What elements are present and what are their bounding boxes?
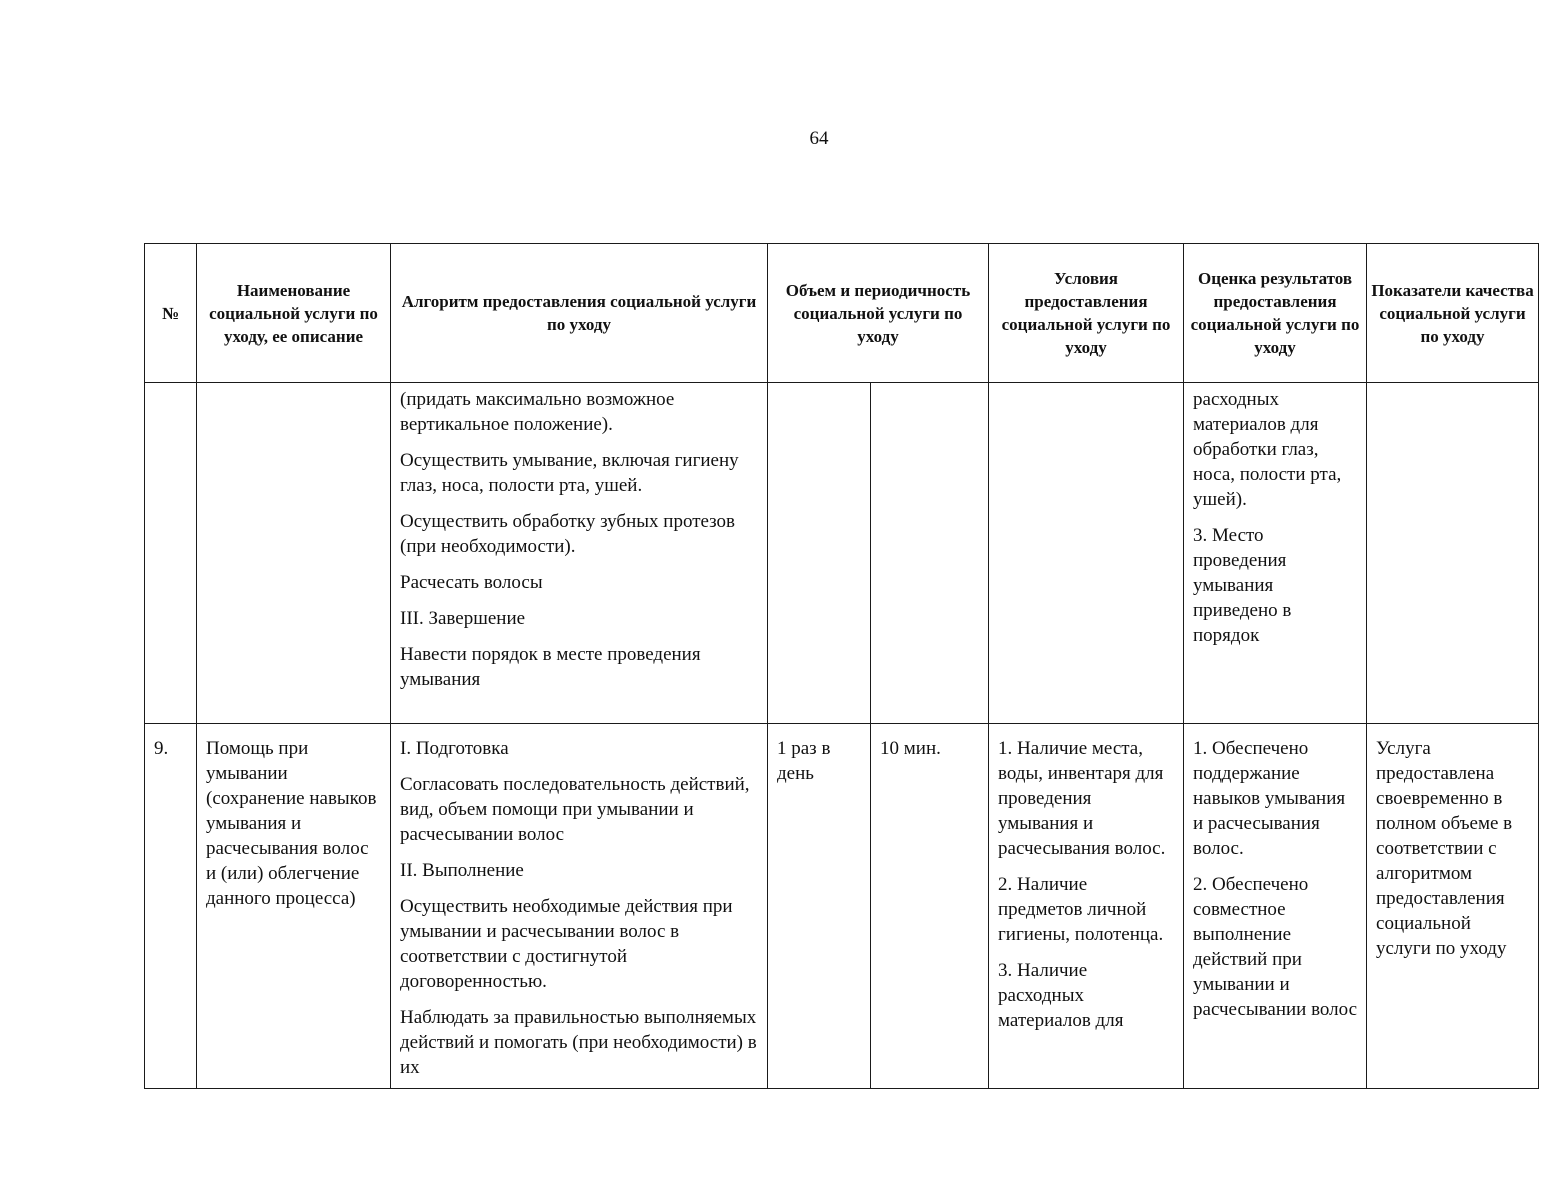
algorithm-step: II. Выполнение bbox=[400, 860, 524, 881]
evaluation-item: расходных материалов для обработки глаз, носа, полости рта, ушей). bbox=[1193, 389, 1342, 510]
evaluation-item: 1. Обеспечено поддержание навыков умывания и расчесывания волос. bbox=[1193, 738, 1346, 859]
header-algorithm: Алгоритм предоставления социальной услуги по уходу bbox=[391, 244, 768, 383]
condition-item: 3. Наличие расходных материалов для bbox=[998, 960, 1124, 1031]
algorithm-step: (придать максимально возможное вертикальное положение). bbox=[400, 389, 675, 435]
cell-conditions bbox=[989, 724, 1184, 1089]
cell-frequency: 1 раз в день bbox=[768, 724, 871, 1089]
cell-quality bbox=[1367, 383, 1539, 724]
header-quality: Показатели качества социальной услуги по уходу bbox=[1367, 244, 1539, 383]
condition-item: 2. Наличие предметов личной гигиены, полотенца. bbox=[998, 874, 1164, 945]
header-name: Наименование социальной услуги по уходу, ее описание bbox=[197, 244, 391, 383]
cell-duration bbox=[871, 383, 989, 724]
cell-conditions bbox=[989, 383, 1184, 724]
cell-evaluation bbox=[1184, 383, 1367, 724]
algorithm-step: III. Завершение bbox=[400, 608, 526, 629]
condition-item: 1. Наличие места, воды, инвентаря для проведения умывания и расчесывания волос. bbox=[998, 738, 1166, 859]
cell-duration: 10 мин. bbox=[871, 724, 989, 1089]
header-evaluation: Оценка результатов предоставления социальной услуги по уходу bbox=[1184, 244, 1367, 383]
header-num: № bbox=[145, 244, 197, 383]
table-row-9 bbox=[145, 724, 1539, 1089]
cell-frequency bbox=[768, 383, 871, 724]
algorithm-step: I. Подготовка bbox=[400, 738, 509, 759]
cell-name bbox=[197, 383, 391, 724]
evaluation-item: 3. Место проведения умывания приведено в порядок bbox=[1193, 525, 1292, 646]
header-conditions: Условия предоставления социальной услуги по уходу bbox=[989, 244, 1184, 383]
algorithm-step: Осуществить необходимые действия при умывании и расчесывании волос в соответствии с достигнутой договоренностью. bbox=[400, 896, 733, 992]
table-row-continuation bbox=[145, 383, 1539, 724]
header-volume: Объем и периодичность социальной услуги по уходу bbox=[768, 244, 989, 383]
cell-name: Помощь при умывании (сохранение навыков умывания и расчесывания волос и (или) облегчение данного процесса) bbox=[197, 724, 391, 1089]
cell-num bbox=[145, 383, 197, 724]
cell-evaluation bbox=[1184, 724, 1367, 1089]
cell-quality: Услуга предоставлена своевременно в полном объеме в соответствии с алгоритмом предоставления социальной услуги по уходу bbox=[1367, 724, 1539, 1089]
algorithm-step: Осуществить обработку зубных протезов (при необходимости). bbox=[400, 511, 736, 557]
header-row bbox=[145, 244, 1539, 383]
cell-algorithm bbox=[391, 724, 768, 1089]
cell-num: 9. bbox=[145, 724, 197, 1089]
page-number: 64 bbox=[809, 128, 829, 149]
evaluation-item: 2. Обеспечено совместное выполнение действий при умывании и расчесывании волос bbox=[1193, 874, 1358, 1020]
algorithm-step: Расчесать волосы bbox=[400, 572, 543, 593]
algorithm-step: Осуществить умывание, включая гигиену глаз, носа, полости рта, ушей. bbox=[400, 450, 739, 496]
cell-algorithm bbox=[391, 383, 768, 724]
algorithm-step: Наблюдать за правильностью выполняемых действий и помогать (при необходимости) в их bbox=[400, 1007, 757, 1078]
algorithm-step: Навести порядок в месте проведения умывания bbox=[400, 644, 701, 690]
services-table bbox=[144, 243, 1539, 1089]
algorithm-step: Согласовать последовательность действий, вид, объем помощи при умывании и расчесывании волос bbox=[400, 774, 750, 845]
